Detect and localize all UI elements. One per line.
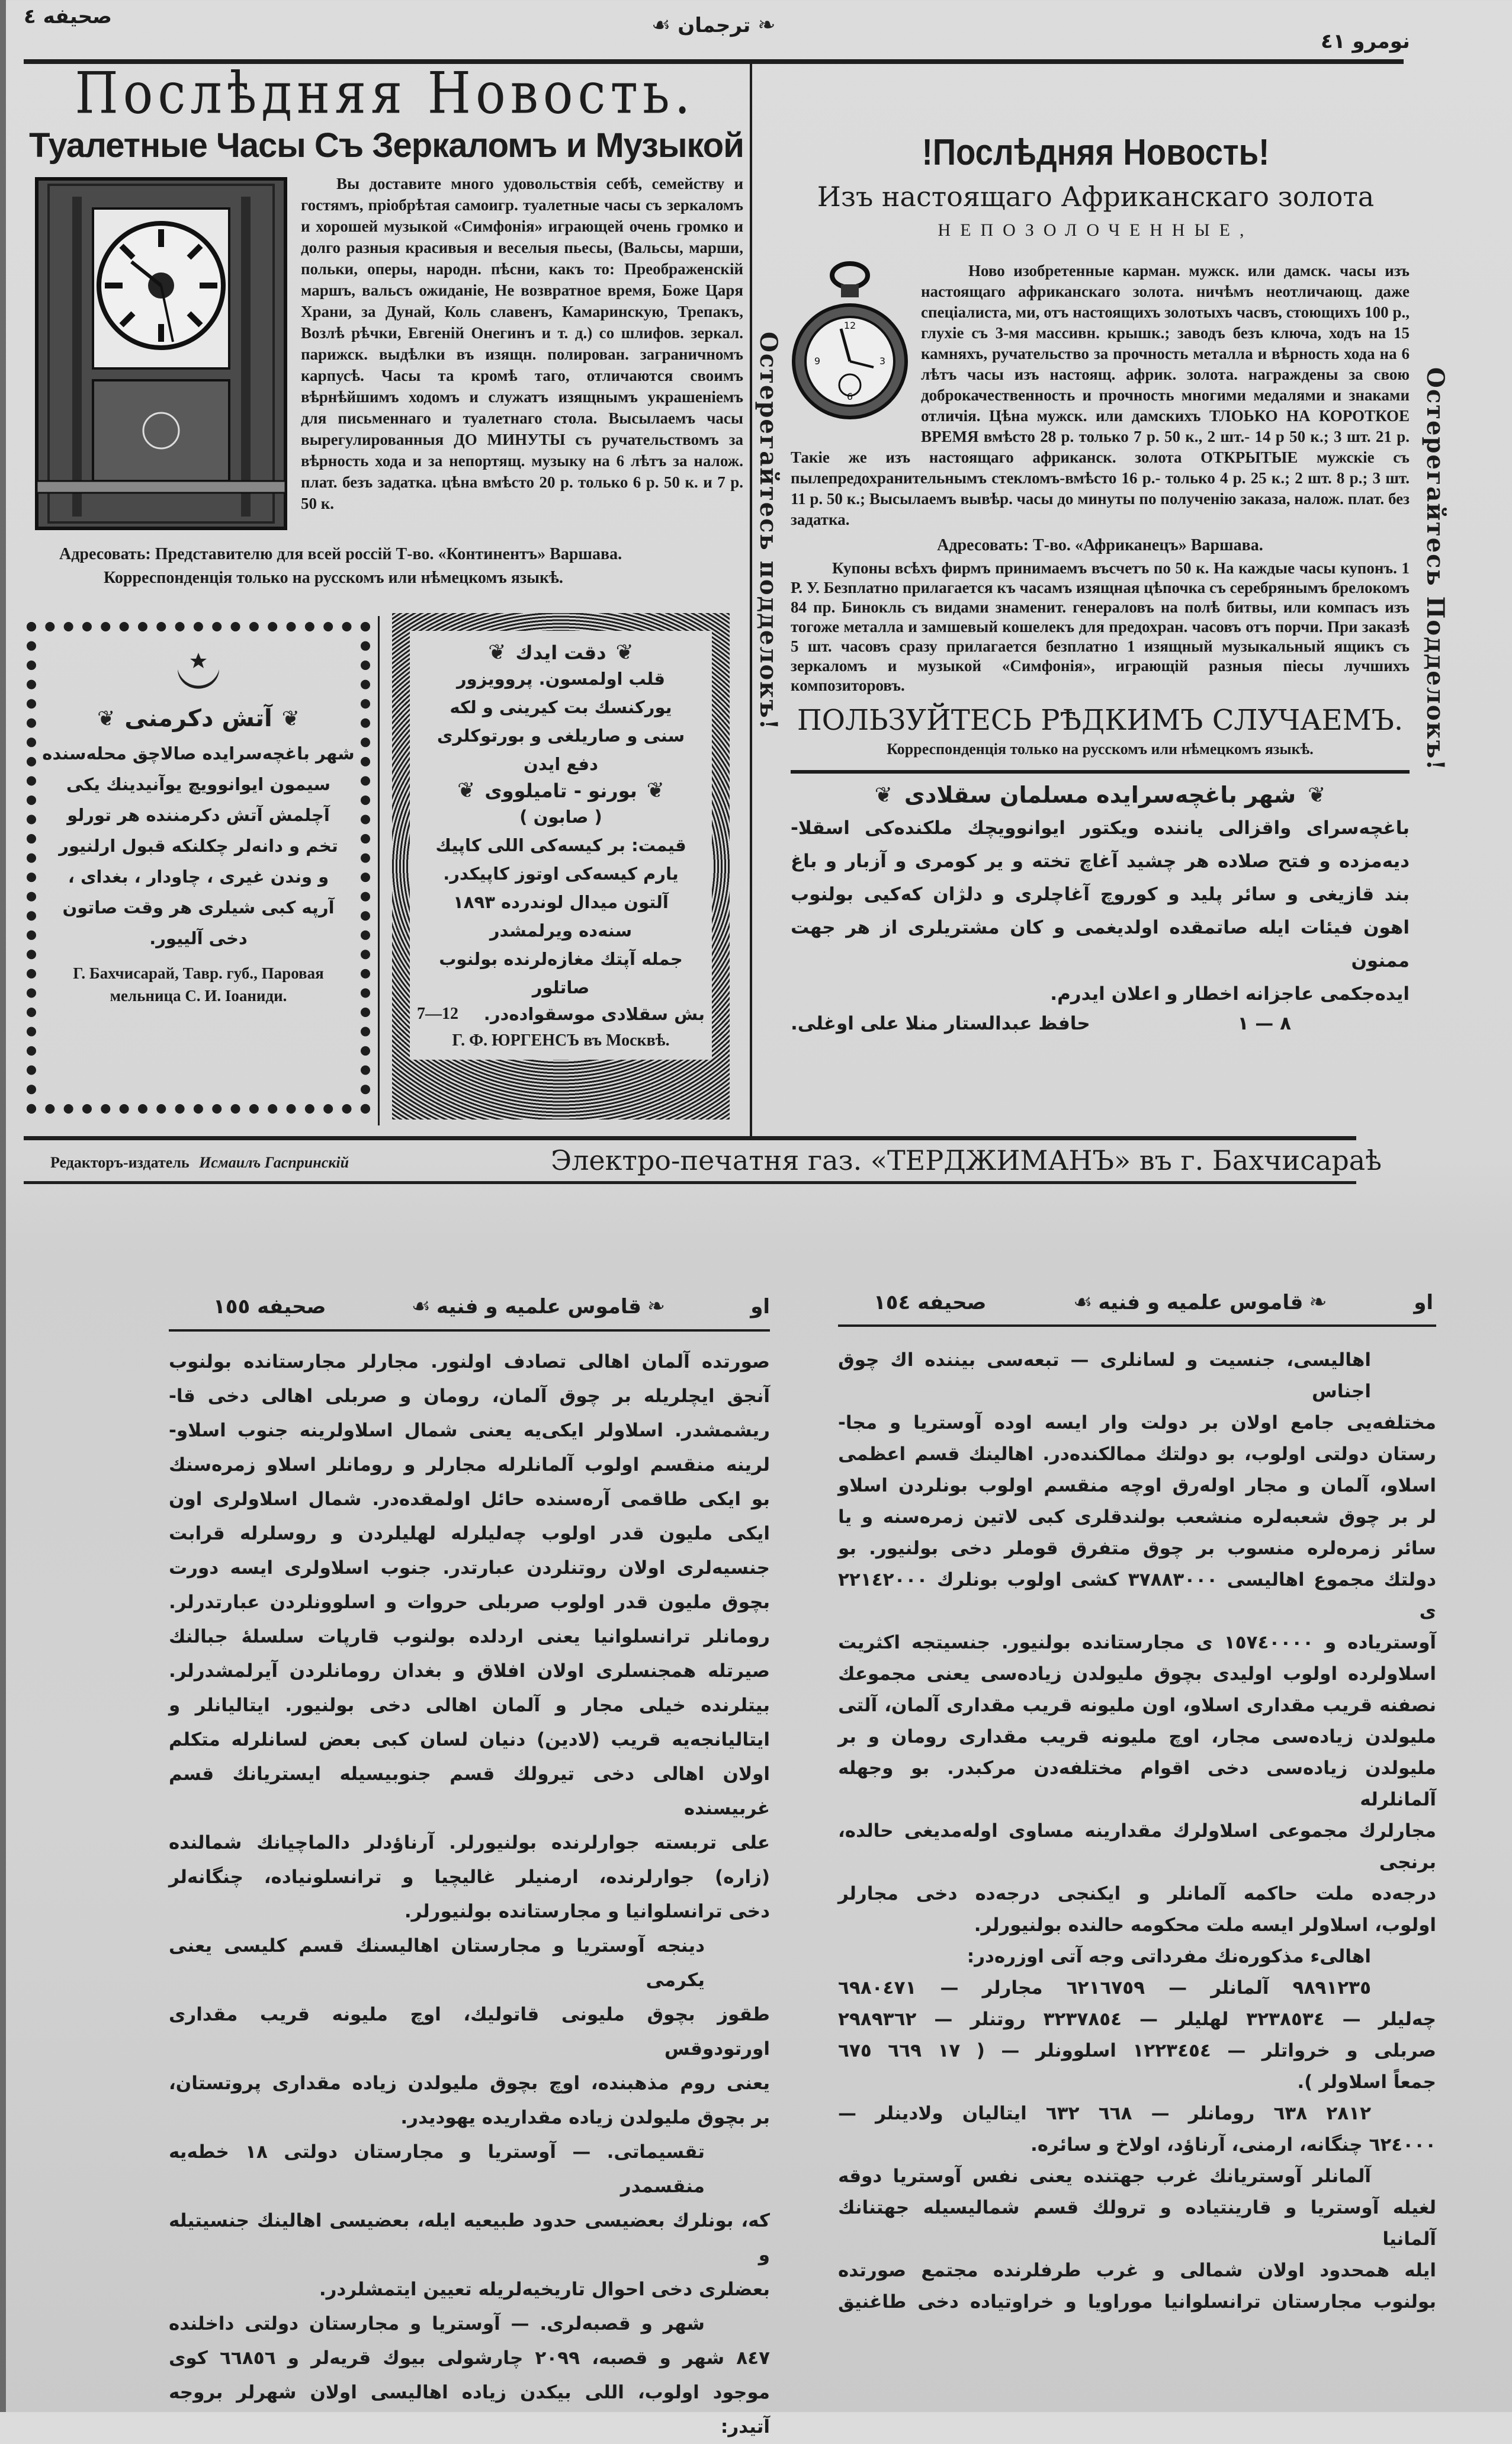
book-line: (زاره) جوارلرنده، ارمنیلر غالیچیا و ترانسلونیاده، چنگانه‌لر [169,1866,770,1888]
ornament-icon: ❦ [646,778,664,803]
soap-ad-body-2 [417,803,705,1002]
soap-ad-line: قلب اولمسون. پروویزور [456,669,666,689]
book-line: بر بچوق ملیولدن زیاده مقداریده یهودیدر. [400,2107,770,2128]
book-line: بو ایکی طاقمی آره‌سنده حائل اولمقده‌در. شمال اسلاولری اون [169,1489,770,1510]
book-line: جمعاً اسلاولر ). [1297,2071,1436,2093]
book-line: ایله همحدود اولان شمالی و غرب طرفلرنده مجتمع صورتده [838,2260,1436,2281]
watch-ad-title: !Послѣдняя Новость! [922,132,1270,173]
book-right-title-row [1073,1290,1327,1314]
book-left-title: قاموس علمیه و فنیه [436,1294,641,1319]
issue-number: نومرو ٤١ [1321,30,1410,53]
svg-text:12: 12 [843,320,856,331]
book-right-rule [838,1324,1436,1327]
footer-rule-bottom [24,1181,1356,1184]
soap-ad-heading-row [417,640,705,665]
clock-ad-address: Адресовать: Представителю для всей россій Т-во. «Континентъ» Варшава. [59,545,622,563]
watch-ad-correspondence: Корреспонденція только на русскомъ или нѣмецкомъ языкѣ. [887,740,1314,758]
book-line: صورتده آلمان اهالی تصادف اولنور. مجارلر مجارستانده بولنوب [169,1351,770,1372]
book-line: ٢٨١٢ ٦٣٨ رومانلر — ٦٦٨ ٦٣٢ ایتالیان ولادینلر — [838,2103,1372,2124]
book-left-letters: او [750,1294,770,1319]
footer-editor-name: Исмаилъ Гаспринскій [199,1154,349,1171]
soap-ad-line: ( صابون ) [519,807,602,827]
ornament-icon: ❧ [647,1294,666,1319]
soap-ad-inner [410,631,712,1060]
soap-ad-maker: Г. Ф. ЮРГЕНСЪ въ Москвѣ. [452,1031,670,1050]
clock-ad-block [30,173,743,588]
column-divider [750,59,752,1137]
watch-ad-body: Ново изобретенные карман. мужск. или дамск. часы изъ настоящаго африканскаго золота. ничѣмъ неотличающ. даже спеціалиста, ми, отъ настоящихъ золотыхъ часвъ, стоющихъ 100 р., глухіе съ 3-мя массивн. крышк.; заводъ безъ ключа, ходъ на 15 камняхъ, ручательство за прочность металла и вѣрность хода на 6 лѣтъ часы изъ настоящ. африк. золота. награждены за свою доброкачественность и прочность многими медалями и знаками отличія. Цѣна мужск. или дамскихъ ТЛОЬКО НА КОРОТКОЕ ВРЕМЯ вмѣсто 28 р. только 7 р. 50 к., 2 шт.- 14 р 50 к.; 3 шт. 21 р. Такіе же изъ настоящаго африканск. золота ОТКРЫТЫЕ мужскіе съ пылепредохранительнымъ стекломъ-вмѣсто 16 р.- только 4 р. 25 к.; 2 шт. 8 р.; 3 шт. 11 р. 50 к.; Высылаемъ вывѣр. часы до минуты по полученію заказа, налож. плат. без задатка. [791,262,1410,528]
book-line: بولنوب مجارستان ترانسلوانیا موراویا و خراوتیاده دخی طاغنیق [838,2291,1436,2313]
pocket-watch-illustration [791,261,909,438]
book-line: ایتالیانجه‌یه قریب (لادین) دنیان لسان کبی بعض لسانلرله متکلم [169,1729,770,1750]
watch-ad-coupons: Купоны всѣхъ фирмъ принимаемъ въсчетъ по 50 к. На каждые часы купонъ. 1 Р. У. Безплатно прилагается къ часамъ изящная цѣпочка съ серебрянымъ брелокомъ 84 пр. Бинокль съ видами знаменит. генераловъ на полѣ битвы, или компасъ изъ тогоже металла и замшевый кошелекъ для предохран. часовъ отъ порчи. При заказѣ 5 шт. часовъ сразу прилагается безплатно 1 изящный музыкальный ящикъ съ зеркаломъ и музыкой «Симфонія», играющій разныя піесы лучшихъ композиторовъ. [791,559,1410,694]
notice-line: اهون فیئات ایله صاتمقده اولدیغمی و کان مشتریلری از هر جهت ممنون [791,917,1410,971]
book-line: رستان دولتی اولوب، بو دولتك ممالکنده‌در. اهالینك قسم اعظمی [838,1444,1436,1465]
notice-line: دیه‌مزده و فتح صلاده هر چشید آغاچ تخته و یر کومری و آزبار و باغ [791,851,1410,872]
masthead [651,13,775,37]
book-line: دینجه آوستریا و مجارستان اهالیسنك قسم کلیسی یعنی یکرمی [169,1935,705,1991]
clock-ad-title: Послѣдняя Новость. [75,59,695,127]
book-line: چه‌لیلر — ٣٢٣٨٥٣٤ لهلیلر — ٣٢٣٧٨٥٤ روتنلر — ٢٩٨٩٣٦٢ [838,2009,1436,2030]
warning-side-right: Остерегайтесь Подделокъ! [1421,367,1449,771]
warning-side-left: Остерегайтесь подделокъ! [755,332,782,731]
book-line: بعضلری دخی احوال تاریخیه‌لریله تعیین ایتمشلردر. [319,2279,770,2300]
svg-text:3: 3 [879,355,886,367]
book-line: اولوب، اسلاولر ایسه ملت محکومه حالنده بولنیورلر. [974,1914,1436,1936]
soap-ad-line: دفع ایدن [523,754,599,774]
ornament-icon: ❧ [1309,1290,1327,1314]
book-line: اسلاو، آلمان و مجار اوله‌رق اوچه منقسم اولوب بونلردن اسلاو [838,1475,1436,1496]
soap-ad-line: سنی و صاریلغی و بورتوكلری [436,726,685,746]
clock-ad-subtitle: Туалетные Часы Съ Зеркаломъ и Музыкой [29,126,744,165]
book-line: درجه‌ده ملت حاکمه آلمانلر و ایکنجی درجه‌ده دخی مجارلر [838,1883,1436,1904]
book-left-header [178,1294,770,1319]
book-line: اولان اهالی دخی تیرولك قسم جنوبیسیله ایستریانك قسم غربیسنده [169,1763,770,1819]
ornament-icon: ❧ [757,13,776,37]
soap-ad-box [392,613,730,1120]
watch-ad-slogan: ПОЛЬЗУЙТЕСЬ РѢДКИМЪ СЛУЧАЕМЪ. [797,704,1404,737]
mill-ad-line: دخی آلییور. [149,928,248,948]
svg-text:6: 6 [846,391,853,402]
footer-editor [50,1154,349,1172]
box-divider [378,616,380,1125]
book-line: لغیله آوستریا و قارینتیاده و ترولك قسم شمالیسیله جهتنانك آلمانیا [838,2197,1436,2250]
mill-ad-heading-row [36,705,361,732]
ornament-icon: ☙ [1073,1290,1093,1314]
footer-rule-top [24,1136,1356,1140]
svg-text:9: 9 [814,355,821,367]
mill-ad-line: تخم و دانه‌لر چكلنكه قبول ارلنیور [59,836,338,856]
soap-ad-line: قیمت: بر کیسه‌کی اللی کاپیك [435,835,686,855]
watch-ad-tagline: НЕПОЗОЛОЧЕННЫЕ, [938,220,1254,240]
clock-ad-correspondence: Корреспонденція только на русскомъ или нѣмецкомъ языкѣ. [104,569,563,587]
mill-ad-russian: Г. Бахчисарай, Тавр. губ., Паровая мельница С. И. Іоаниди. [73,964,324,1005]
ornament-icon: ❦ [457,778,476,803]
book-right-header [838,1290,1433,1314]
watch-ad-address: Адресовать: Т-во. «Африканецъ» Варшава. [937,536,1263,554]
book-line: اهالیء مذکوره‌نك مفرداتی وجه آتی اوزره‌در: [967,1946,1371,1967]
book-line: دولتك مجموع اهالیسی ٣٧٨٨٣٠٠٠ کشی اولوب بونلرك ٢٢١٤٢٠٠٠ ی [838,1569,1437,1622]
ornament-icon: ❦ [874,782,893,807]
ornament-icon: ☙ [411,1294,431,1319]
ornament-icon: ❦ [97,706,115,731]
clock-ad-body: Вы доставите много удовольствія себѣ, семейству и гостямъ, пріобрѣтая самоигр. туалетные часы съ зеркаломъ и хорошей музыкой «Симфонія» играющей очень громко и долго разныя красивыя и веселыя пьесы, (Вальсы, марши, польки, оперы, народн. пѣсни, какъ то: Преображенскій маршъ, вальсъ ожиданіе, Не возвратное время, Боже Царя Храни, за Дунай, Коль славенъ, Камаринскую, Трепакъ, Возлѣ рѣчки, Евгеній Онегинъ и т. д.) со шлифов. зеркал. парижск. выдѣлки въ изящн. полирован. заграничномъ карпусѣ. Часы та кромѣ таго, отличаются своимъ вѣрнѣйшимъ ходомъ и служатъ изящнымъ украшеніемъ для письменнаго и туалетнаго стола. Высылаемъ часы вырегулированныя ДО МИНУТЫ съ ручательствомъ за вѣрность хода и за непортящ. музыку на 6 лѣтъ за налож. плат. безъ задатка. цѣна вмѣсто 20 р. только 6 р. 50 к. и 7 р. 50 к. [301,175,743,512]
notice-line: بند قازیغی و سائر پلید و کوروچ آغاچلری و دلژان که‌کیی بولنوب [791,884,1410,905]
book-right-title: قاموس علمیه و فنیه [1098,1290,1304,1314]
mill-ad-heading: آتش دكرمنی [124,705,272,732]
soap-ad-heading: دقت ایدك [515,641,606,664]
notice-heading-row [791,782,1410,808]
masthead-title: ترجمان [678,13,751,37]
book-line: موجود اولوب، اللی بیکدن زیاده اهالیسی اولان شهرلر بروجه [169,2382,770,2403]
book-line: شهر و قصبه‌لری. — آوستریا و مجارستان دولتی داخلنده [169,2313,705,2334]
watch-ad-subtitle: Изъ настоящаго Африканскаго золота [817,181,1375,213]
book-line: اهالیسی، جنسیت و لسانلری — تبعه‌سی بیننده اك چوق اجناس [838,1349,1371,1402]
book-right-column [838,1345,1436,2318]
book-line: تقسیماتی. — آوستریا و مجارستان دولتی ١٨ خطه‌یه منقسمدر [169,2141,705,2197]
book-line: ٨٤٧ شهر و قصبه، ٢٠٩٩ چارشولی بیوك قریه‌لر و ٦٦٨٥٦ کوی [169,2347,770,2369]
book-line: بچوق ملیون قدر اولوب صربلی حروات و اسلوونلردن عبارتدرلر. [169,1592,770,1613]
ornament-icon: ❦ [1308,782,1326,807]
book-line: ایکی ملیون قدر اولوب چه‌لیلرله لهلیلردن و روسلرله قرابت [169,1523,770,1544]
book-line: صربلی و خرواتلر — ١٢٢٣٤٥٤ اسلوونلر — ( ١٧ ٦٦٩ ٦٧٥ [838,2040,1436,2061]
book-line: آلمانلر آوستریانك غرب جهتنده یعنی نفس آوستریا دوقه [838,2166,1371,2187]
ornament-icon: ❦ [281,706,300,731]
book-line: رومانلر ترانسلوانیا یعنی اردلده بولنوب قارپات سلسلهٔ جبالنك [169,1626,770,1647]
notice-heading: شهر باغچه‌سرایده مسلمان سقلادی [904,782,1296,808]
soap-ad-line: صاتلور [532,977,590,998]
footer-press: Электро-печатня газ. «ТЕРДЖИМАНЪ» въ г. Бахчисараѣ [551,1144,1382,1176]
notice-rule [791,770,1410,774]
book-line: مجارلرك مجموعی اسلاولرك مقدارینه مساوی اوله‌مدیغی حالده، برنجی [838,1820,1436,1873]
mill-ad-line: شهر باغچه‌سرایده صالاچق محله‌سنده [42,743,355,764]
clock-illustration [31,173,291,534]
book-line: ریشمشدر. اسلاولر ایکی‌یه یعنی شمال اسلاولرینه جنوب اسلاو- [169,1420,770,1441]
book-line: ٦٢٤٠٠٠ چنگانه، ارمنی، آرناؤد، اولاخ و سائره. [1030,2134,1436,2156]
ornament-icon: ❦ [488,640,506,665]
book-line: اسلاولرده اولوب اولیدی بچوق ملیولدن زیاده‌سی یعنی مجموعك [838,1663,1436,1685]
soap-ad-body-1 [417,665,705,778]
book-line: نصفنه قریب مقداری اسلاو، اون ملیونه قریب مقداری آلمان، آلتی [838,1695,1436,1716]
soap-ad-line: سنه‌ده ویرلمشدر [489,920,633,941]
soap-ad-product-row [417,778,705,803]
book-line: مختلفه‌یی جامع اولان بر دولت وار ایسه اوده آوستریا و مجا- [838,1412,1436,1433]
scan-edge [0,0,6,2412]
soap-ad-product: بورنو - تامیلووی [484,779,637,802]
book-line: آنجق ایچلریله بر چوق آلمان، رومان و صربلی اهالی دخی قا- [169,1385,770,1407]
page-number: صحیفه ٤ [24,5,112,28]
book-line: لرینه منقسم اولوب آلمانلرله مجارلر و رومانلر اسلاو زمره‌سنك [169,1454,770,1476]
book-right-page: صحیفه ١٥٤ [874,1290,987,1314]
footer-editor-label: Редакторъ-издатель [50,1154,190,1171]
notice-body [791,812,1410,1011]
book-line: آوستریاده و ١٥٧٤٠٠٠٠ ی مجارستانده بولنیور. جنسیتجه اکثریت [838,1632,1436,1653]
soap-ad-line: یورکنسك بت کیرینی و لكه [450,697,672,717]
mill-ad-box [27,622,370,1114]
crescent-star-icon [169,652,228,699]
mill-ad-line: و وندن غیری ، چاودار ، بغدای ، [68,867,329,887]
book-line: ملیولدن زیاده‌سی مجار، اوچ ملیونه قریب مقداری رومان و بر [838,1726,1436,1747]
book-line: طقوز بچوق ملیونی قاتولیك، اوچ ملیونه قریب مقداری اورتودوقس [169,2004,770,2060]
book-line: لر بر چوق شعبه‌لره منشعب بولندقلری کبی لاتین زمره‌سنه و یا [838,1506,1436,1528]
book-line: یعنی روم مذهبنده، اوچ بچوق ملیولدن زیاده مقداری پروتستان، [169,2073,770,2094]
book-line: دخی ترانسلوانیا و مجارستانده بولنیورلر. [404,1901,770,1922]
soap-ad-depot-row [417,1004,705,1024]
book-line: سائر زمره‌لره منسوب بر چوق متفرق قوملر دخی بولنیور. بو [838,1538,1436,1559]
book-left-page: صحیفه ١٥٥ [213,1294,326,1319]
notice-line: ایده‌جکمی عاجزانه اخطار و اعلان ایدرم. [1050,983,1410,1005]
book-left-title-row [412,1294,665,1319]
notice-signature: حافظ عبدالستار منلا علی اوغلی. [791,1013,1090,1034]
mill-ad-line: آرپه كبی شیلری هر وقت صاتون [62,897,335,918]
notice-line: باغچه‌سرای واقزالی یاننده ویکتور ایوانوویچك ملکنده‌کی اسقلا- [791,817,1410,839]
book-line: که، بونلرك بعضیسی حدود طبیعیه ایله، بعضیسی اهالینك جنسیتیله و [169,2210,770,2266]
soap-ad-line: جمله آپتك مغازه‌لرنده بولنوب [439,949,683,969]
book-line: آتیدر: [720,2416,770,2437]
book-line: ٩٨٩١٢٣٥ آلمانلر — ٦٢١٦٧٥٩ مجارلر — ٦٩٨٠٤٧١ [838,1977,1371,1999]
mill-ad-line: آچلمش آتش دكرمننده هر تورلو [67,805,330,825]
notice-footer-row [791,1013,1410,1034]
soap-ad-line: یارم کیسه‌کی اوتوز کاپیکدر. [443,864,679,884]
book-line: ملیولدن زیاده‌سی دخی اقوام مختلفه‌دن مرکبدر. بو وجهله آلمانلرله [838,1757,1436,1810]
ornament-icon: ❦ [615,640,634,665]
book-right-letters: او [1414,1290,1433,1314]
ornament-icon: ☙ [651,13,671,37]
soap-ad-serial: 7—12 [417,1005,458,1023]
watch-ad-text-block [791,261,1410,1034]
book-left-rule [169,1329,770,1332]
book-left-column [169,1345,770,2444]
mill-ad-line: سیمون ایوانوویچ یوآنیدینك یکی [66,774,331,794]
mill-ad-body [36,738,361,954]
soap-ad-line: آلتون میدال لوندرده ۱۸۹۳ [453,892,669,912]
notice-serial: ٨ — ١ [1237,1013,1291,1034]
book-line: جنسیه‌لری اولان روتنلردن عبارتدر. جنوب اسلاولری ایسه دورت [169,1557,770,1579]
book-line: علی تربسته جوارلرنده بولنیورلر. آرناؤدلر دالماچیانك شمالنده [169,1832,770,1853]
book-line: بیتلرنده خیلی مجار و آلمان اهالی دخی بولنیور. ایتالیانلر و [169,1695,770,1716]
soap-ad-depot: بش سقلادی موسقواده‌در. [483,1004,705,1024]
book-line: صیرتله همجنسلری اولان افلاق و بغدان رومانلردن آیرلمشدرلر. [169,1660,770,1682]
